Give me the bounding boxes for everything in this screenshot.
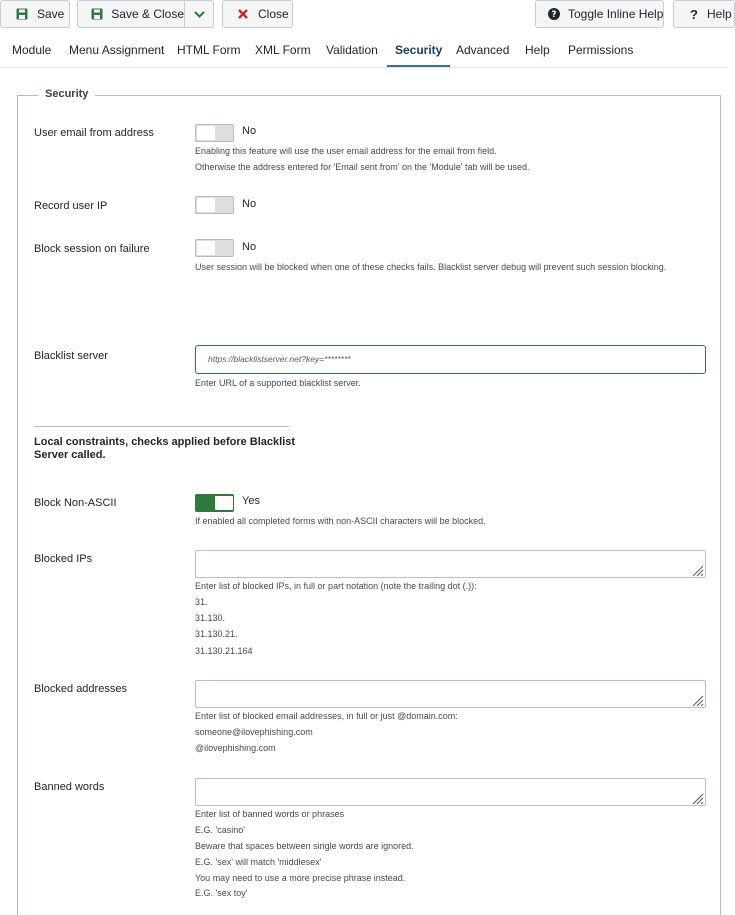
blocked-addresses-textarea[interactable]: [195, 680, 706, 708]
tab-bar: [0, 36, 728, 68]
chevron-down-icon: [194, 11, 205, 18]
tab-html-form[interactable]: HTML Form: [177, 43, 241, 57]
save-icon: [91, 7, 103, 21]
blocked-addresses-desc-2: someone@ilovephishing.com: [195, 727, 313, 737]
blocked-ips-textarea[interactable]: [195, 550, 706, 578]
user-email-desc-1: Enabling this feature will use the user email address for the email from field.: [195, 146, 497, 156]
blocked-ips-desc-4: 31.130.21.: [195, 629, 238, 639]
toggle-inline-help-button[interactable]: [535, 0, 664, 28]
save-button[interactable]: [0, 0, 70, 28]
user-email-value: No: [242, 125, 257, 137]
save-dropdown-button[interactable]: [184, 0, 214, 28]
tab-menu-assignment[interactable]: Menu Assignment: [69, 43, 165, 57]
block-nonascii-value: Yes: [242, 495, 260, 507]
block-session-label: Block session on failure: [34, 243, 150, 255]
resize-grip-icon[interactable]: [692, 792, 704, 804]
block-nonascii-desc: If enabled all completed forms with non-ASCII characters will be blocked.: [195, 516, 486, 526]
banned-words-desc-5: You may need to use a more precise phrase instead.: [195, 873, 406, 883]
save-icon: [15, 7, 29, 21]
close-icon: [236, 7, 250, 21]
blacklist-server-desc: Enter URL of a supported blacklist server.: [195, 378, 361, 388]
toolbar: [0, 0, 732, 30]
record-ip-value: No: [242, 198, 257, 210]
toggle-inline-help-label: Toggle Inline Help: [568, 7, 664, 21]
toggle-knob: [197, 198, 215, 212]
blocked-addresses-label: Blocked addresses: [34, 683, 127, 695]
block-nonascii-label: Block Non-ASCII: [34, 497, 117, 509]
user-email-toggle[interactable]: [195, 124, 234, 142]
local-constraints-heading: Local constraints, checks applied before Blacklist Server called.: [34, 436, 296, 461]
tab-validation[interactable]: Validation: [326, 43, 378, 57]
blocked-ips-label: Blocked IPs: [34, 553, 93, 565]
tab-module[interactable]: Module: [12, 43, 52, 57]
resize-grip-icon[interactable]: [692, 694, 704, 706]
tab-help[interactable]: Help: [525, 43, 550, 57]
tab-security[interactable]: Security: [395, 36, 442, 66]
blocked-ips-desc-2: 31.: [195, 597, 208, 607]
banned-words-desc-2: E.G. 'casino': [195, 825, 245, 835]
resize-grip-icon[interactable]: [692, 564, 704, 576]
tab-permissions[interactable]: Permissions: [568, 43, 634, 57]
blocked-addresses-desc-1: Enter list of blocked email addresses, in full or just @domain.com:: [195, 711, 458, 721]
fieldset-legend: Security: [38, 88, 95, 100]
help-button[interactable]: [673, 0, 735, 28]
block-session-value: No: [242, 241, 257, 253]
close-label: Close: [258, 7, 289, 21]
save-close-button[interactable]: [77, 0, 185, 28]
banned-words-textarea[interactable]: [195, 778, 706, 806]
blocked-ips-desc-3: 31.130.: [195, 613, 226, 623]
blocked-addresses-desc-3: @ilovephishing.com: [195, 743, 276, 753]
banned-words-desc-1: Enter list of banned words or phrases: [195, 809, 345, 819]
toggle-knob: [197, 126, 215, 140]
question-circle-icon: [548, 7, 560, 21]
block-nonascii-toggle[interactable]: [195, 494, 234, 512]
banned-words-desc-4: E.G. 'sex' will match 'middlesex': [195, 857, 322, 867]
save-label: Save: [37, 7, 65, 21]
blocked-ips-desc-1: Enter list of blocked IPs, in full or part notation (note the trailing dot (.)):: [195, 581, 477, 591]
block-session-toggle[interactable]: [195, 239, 234, 257]
block-session-desc: User session will be blocked when one of these checks fails. Blacklist server debug will prevent such session blocking.: [195, 262, 667, 272]
banned-words-desc-3: Beware that spaces between single words are ignored.: [195, 841, 414, 851]
question-icon: ?: [690, 6, 698, 22]
blacklist-server-input[interactable]: https://blacklistserver.net?key=********: [195, 345, 706, 374]
save-close-label: Save & Close: [111, 7, 184, 21]
tab-xml-form[interactable]: XML Form: [255, 43, 311, 57]
blocked-ips-desc-5: 31.130.21.164: [195, 646, 253, 656]
toggle-knob: [197, 241, 215, 255]
section-divider: [34, 426, 289, 427]
toggle-knob: [215, 496, 233, 510]
record-ip-toggle[interactable]: [195, 196, 234, 214]
user-email-label: User email from address: [34, 127, 154, 139]
blacklist-server-label: Blacklist server: [34, 350, 108, 362]
banned-words-desc-6: E.G. 'sex toy': [195, 888, 248, 898]
user-email-desc-2: Otherwise the address entered for 'Email sent from' on the 'Module' tab will be used.: [195, 162, 530, 172]
svg-text:?: ?: [551, 10, 557, 21]
help-label: Help: [707, 7, 732, 21]
close-button[interactable]: [222, 0, 293, 28]
tab-advanced[interactable]: Advanced: [456, 43, 510, 57]
record-ip-label: Record user IP: [34, 200, 108, 212]
banned-words-label: Banned words: [34, 781, 105, 793]
